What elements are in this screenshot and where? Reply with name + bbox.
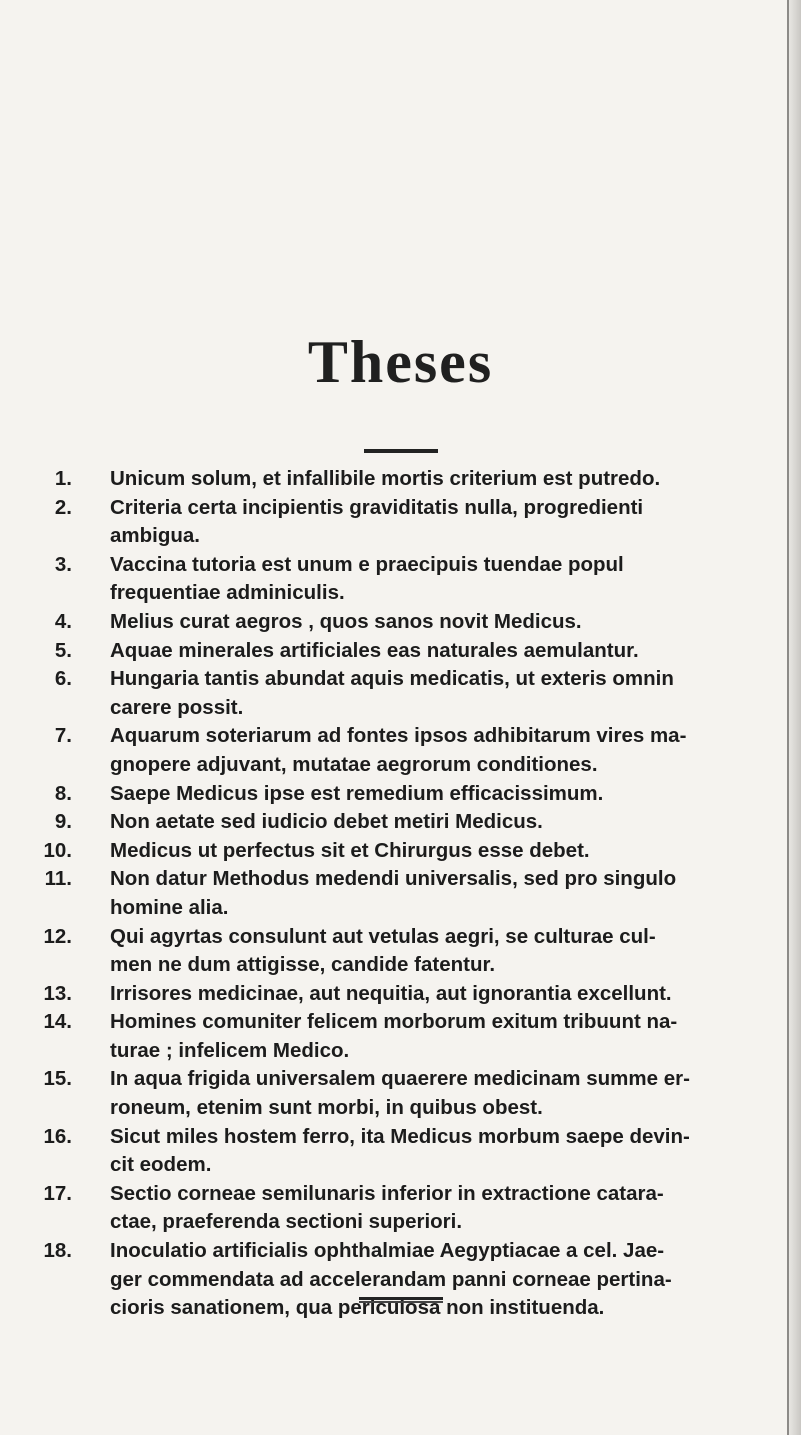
thesis-item [38, 608, 788, 637]
thesis-item [38, 865, 788, 922]
thesis-text-line: Aquarum soteriarum ad fontes ipsos adhibitarum vires ma- [110, 724, 687, 748]
thesis-text-line: Saepe Medicus ipse est remedium efficacissimum. [110, 781, 604, 805]
thesis-text-line: Irrisores medicinae, aut nequitia, aut ignorantia excellunt. [110, 981, 672, 1005]
thesis-item [38, 722, 788, 779]
thesis-text-line: ger commendata ad accelerandam panni corneae pertina- [110, 1267, 672, 1291]
thesis-text-line: men ne dum attigisse, candide fatentur. [110, 953, 496, 977]
page-edge-shadow [787, 0, 801, 1435]
thesis-text-line: Medicus ut perfectus sit et Chirurgus esse debet. [110, 838, 590, 862]
thesis-text-line: cioris sanationem, qua periculosa non instituenda. [110, 1296, 605, 1320]
thesis-text-line: Qui agyrtas consulunt aut vetulas aegri, se culturae cul- [110, 924, 656, 948]
thesis-number: 2. [54, 495, 72, 519]
thesis-text-line: Criteria certa incipientis graviditatis nulla, progredienti [110, 495, 644, 519]
closing-rule [359, 1297, 443, 1303]
thesis-number: 6. [54, 667, 72, 691]
thesis-text-line: carere possit. [110, 695, 244, 719]
thesis-text-line: In aqua frigida universalem quaerere medicinam summe er- [110, 1067, 690, 1091]
thesis-item [38, 1065, 788, 1122]
thesis-text-line: roneum, etenim sunt morbi, in quibus obest. [110, 1096, 543, 1120]
thesis-text-line: frequentiae adminiculis. [110, 581, 345, 605]
thesis-number: 16. [43, 1124, 72, 1148]
thesis-item [38, 637, 788, 666]
thesis-text-line: ctae, praeferenda sectioni superiori. [110, 1210, 463, 1234]
page-title: Theses [307, 329, 494, 395]
thesis-item [38, 465, 788, 494]
thesis-item [38, 980, 788, 1009]
thesis-text-line: Hungaria tantis abundat aquis medicatis, ut exteris omnin [110, 667, 674, 691]
thesis-text-line: Melius curat aegros , quos sanos novit Medicus. [110, 609, 582, 633]
thesis-number: 7. [54, 724, 72, 748]
thesis-text-line: Unicum solum, et infallibile mortis criterium est putredo. [110, 467, 661, 490]
thesis-number: 14. [43, 1010, 72, 1034]
thesis-number: 9. [54, 810, 72, 834]
thesis-number: 12. [43, 924, 72, 948]
thesis-text-line: cit eodem. [110, 1153, 212, 1177]
thesis-number: 17. [43, 1181, 72, 1205]
thesis-number: 10. [43, 838, 72, 862]
thesis-number: 13. [43, 981, 72, 1005]
thesis-text-line: Sectio corneae semilunaris inferior in extractione catara- [110, 1181, 664, 1205]
thesis-number: 11. [44, 867, 72, 891]
thesis-number: 18. [43, 1239, 72, 1263]
thesis-item [38, 551, 788, 608]
thesis-number: 15. [43, 1067, 72, 1091]
thesis-text-line: Non aetate sed iudicio debet metiri Medicus. [110, 810, 543, 834]
thesis-text-line: Inoculatio artificialis ophthalmiae Aegyptiacae a cel. Jae- [110, 1239, 665, 1263]
thesis-number: 3. [54, 552, 72, 576]
thesis-text-line: turae ; infelicem Medico. [110, 1038, 350, 1062]
thesis-text-line: Homines comuniter felicem morborum exitum tribuunt na- [110, 1010, 678, 1034]
thesis-item [38, 1180, 788, 1237]
thesis-number: 4. [54, 609, 72, 633]
thesis-number: 8. [54, 781, 72, 805]
thesis-text-line: Vaccina tutoria est unum e praecipuis tuendae popul [110, 552, 624, 576]
thesis-number: 5. [54, 638, 72, 662]
thesis-text-line: Non datur Methodus medendi universalis, sed pro singulo [110, 867, 677, 891]
thesis-text-line: Aquae minerales artificiales eas naturales aemulantur. [110, 638, 639, 662]
thesis-item [38, 923, 788, 980]
thesis-number: 1. [54, 467, 72, 490]
thesis-item [38, 494, 788, 551]
thesis-item [38, 665, 788, 722]
thesis-text-line: ambigua. [110, 524, 200, 548]
thesis-item [38, 1008, 788, 1065]
thesis-item [38, 837, 788, 866]
thesis-item [38, 1237, 788, 1323]
thesis-item [38, 780, 788, 809]
thesis-item [38, 808, 788, 837]
thesis-item [38, 1123, 788, 1180]
thesis-text-line: Sicut miles hostem ferro, ita Medicus morbum saepe devin- [110, 1124, 690, 1148]
title-rule [364, 449, 438, 453]
theses-list [38, 465, 788, 1323]
thesis-text-line: homine alia. [110, 895, 229, 919]
thesis-text-line: gnopere adjuvant, mutatae aegrorum conditiones. [110, 752, 598, 776]
